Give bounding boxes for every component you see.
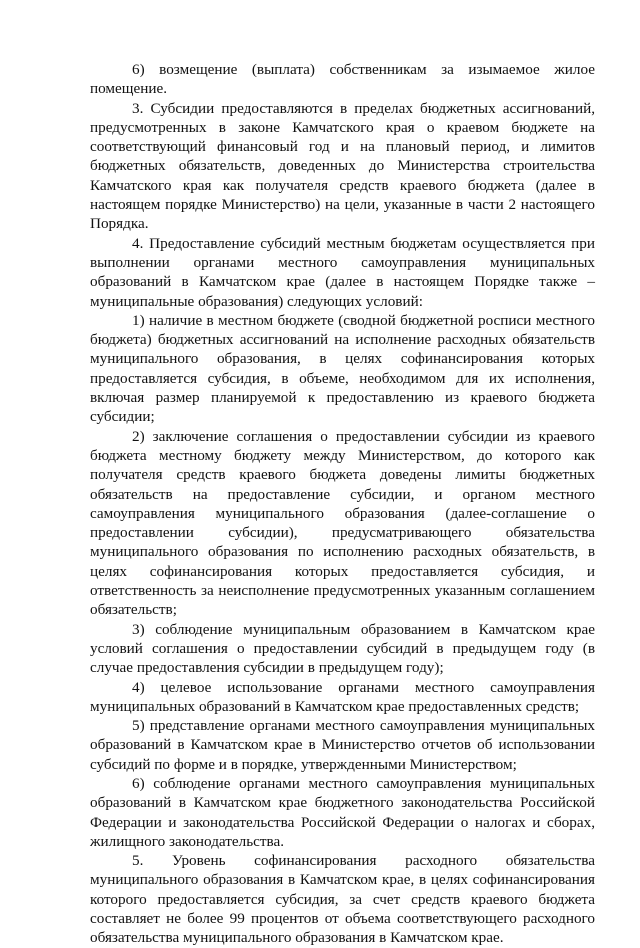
paragraph-condition-5: 5) представление органами местного самоуправления муниципальных образований в Камчатском крае в Министерство отчетов об использовании субсидий по форме и в порядке, утвержденными Министерством; bbox=[90, 717, 595, 773]
paragraph-condition-6: 6) соблюдение органами местного самоуправления муниципальных образований в Камчатском крае бюджетного законодательства Российской Федерации и законодательства Российской Федерации о налогах и сборах, жилищного законодательства. bbox=[90, 774, 595, 850]
paragraph-condition-2: 2) заключение соглашения о предоставлении субсидии из краевого бюджета местному бюджету между Министерством, до которого как получателя средств краевого бюджета доведены лимиты бюджетных обязательств на предоставление субсидии, и органом местного самоуправления муниципального образования (далее-соглашение о предоставлении субсидии), предусматривающего обязательства муниципального образования по исполнению расходных обязательств, в целях софинансирования которых предоставляется субсидия, и ответственность за неисполнение предусмотренных указанным соглашением обязательств; bbox=[90, 427, 595, 619]
paragraph-item-6-compensation: 6) возмещение (выплата) собственникам за изымаемое жилое помещение. bbox=[90, 61, 595, 98]
paragraph-section-4-conditions: 4. Предоставление субсидий местным бюджетам осуществляется при выполнении органами местного самоуправления муниципальных образований в Камчатском крае (далее в настоящем Порядке также – муниципальные образования) следующих условий: bbox=[90, 234, 595, 310]
document-page bbox=[90, 60, 595, 948]
paragraph-condition-1: 1) наличие в местном бюджете (сводной бюджетной росписи местного бюджета) бюджетных ассигнований на исполнение расходных обязательств муниципального образования, в целях софинансирования которых предоставляется субсидия, в объеме, необходимом для их исполнения, включая размер планируемой к предоставлению из краевого бюджета субсидии; bbox=[90, 311, 595, 426]
paragraph-condition-4: 4) целевое использование органами местного самоуправления муниципальных образований в Камчатском крае предоставленных средств; bbox=[90, 678, 595, 715]
paragraph-section-3-subsidies: 3. Субсидии предоставляются в пределах бюджетных ассигнований, предусмотренных в законе Камчатского края о краевом бюджете на соответствующий финансовый год и на плановый период, и лимитов бюджетных обязательств, доведенных до Министерства строительства Камчатского края как получателя средств краевого бюджета (далее в настоящем порядке Министерство) на цели, указанные в части 2 настоящего Порядка. bbox=[90, 99, 595, 233]
paragraph-condition-3: 3) соблюдение муниципальным образованием в Камчатском крае условий соглашения о предоставлении субсидий в предыдущем году (в случае предоставления субсидии в предыдущем году); bbox=[90, 620, 595, 677]
paragraph-section-5-cofinancing: 5. Уровень софинансирования расходного обязательства муниципального образования в Камчатском крае, в целях софинансирования которого предоставляется субсидия, за счет средств краевого бюджета составляет не более 99 процентов от объема соответствующего расходного обязательства муниципального образования в Камчатском крае. bbox=[90, 852, 595, 947]
